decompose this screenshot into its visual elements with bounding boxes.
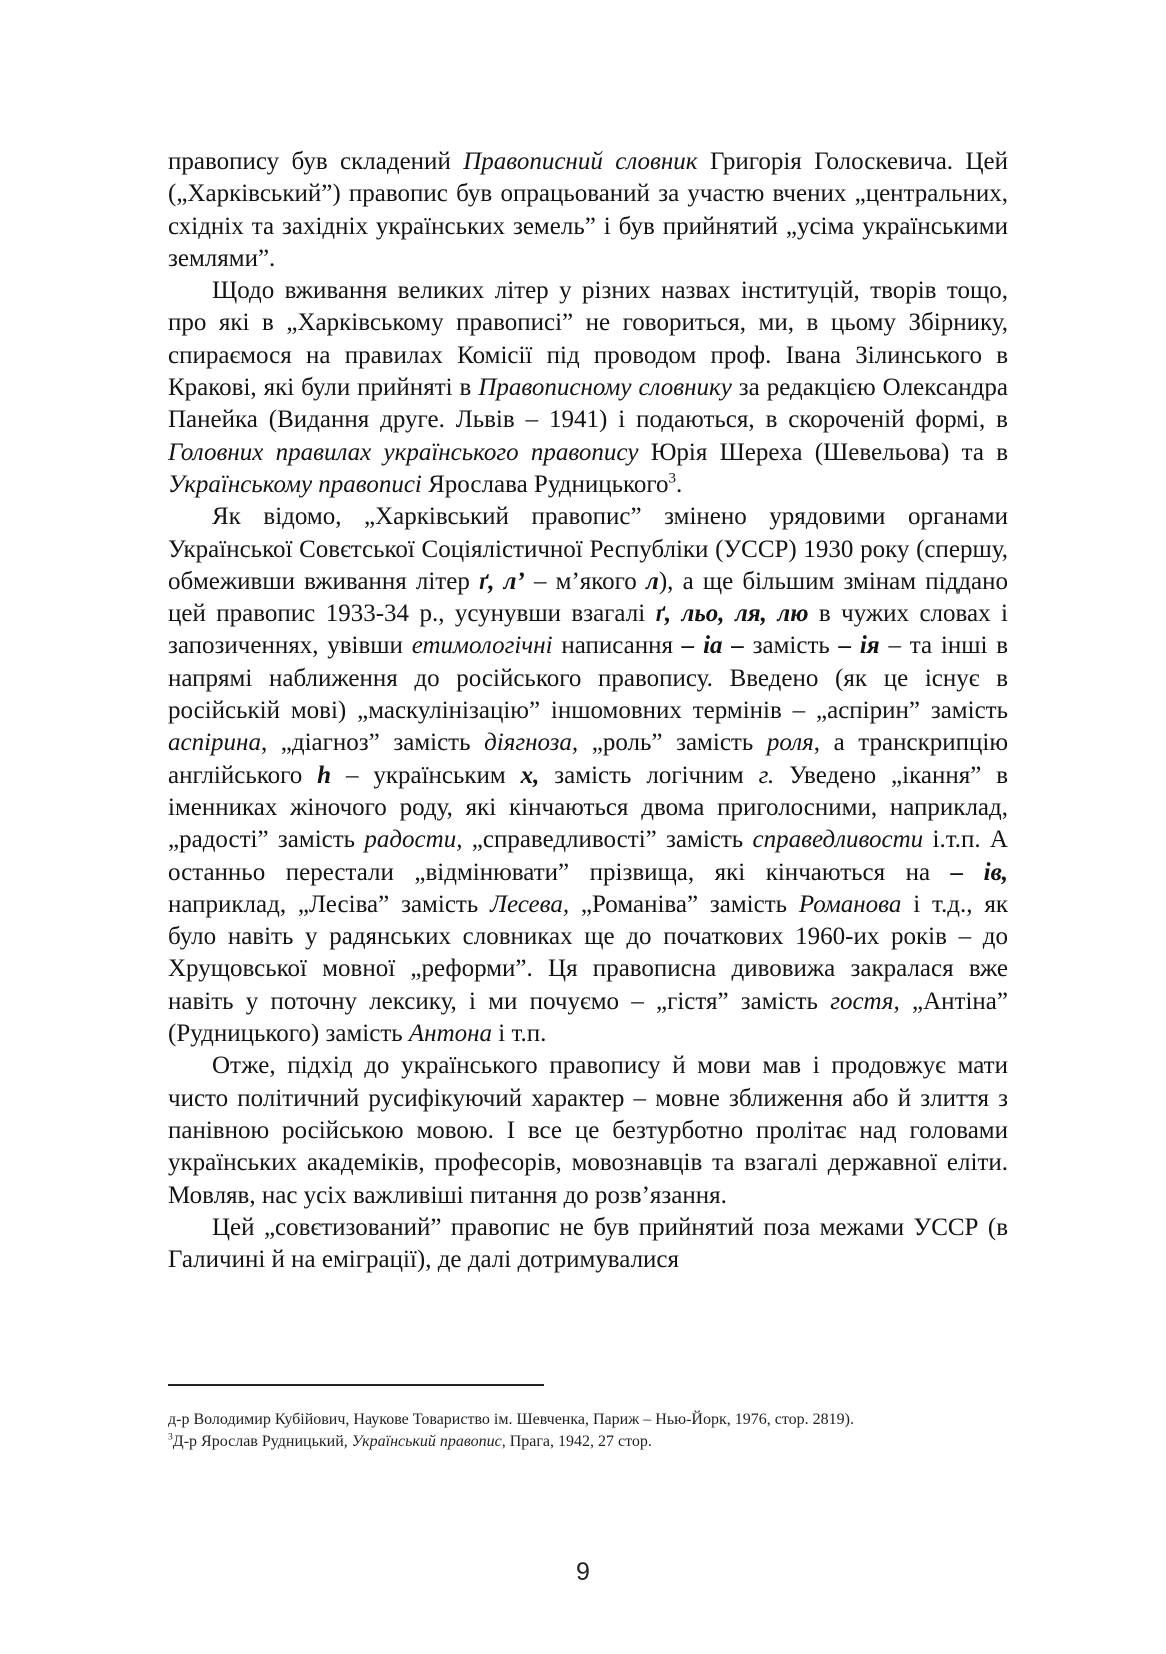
text-run: Як відомо, „Харківський правопис” змінено урядовими органами Української Совєтської Соціялістичної Республіки (УССР) 1930 року (спершу, обмеживши вживання літер xyxy=(168,503,1008,595)
footnote-marker: 3 xyxy=(168,1431,173,1443)
bold-italic-text: х, xyxy=(520,761,540,789)
text-run: за редакцією Олександра Панейка (Видання друге. Львів – 1941) і подаються, в скороченій формі, в xyxy=(168,374,1008,434)
italic-text: гостя, xyxy=(830,987,900,1015)
text-run: Григорія Голоскевича. Цей („Харківський”) правопис був опрацьований за участю вчених „центральних, східніх та західніх українських земель” і був прийнятий „усіма українськими землями”. xyxy=(168,148,1008,272)
body-text xyxy=(168,146,1008,1276)
text-run: Д-р Ярослав Рудницький, xyxy=(172,1433,352,1450)
text-run: „роль” замість xyxy=(578,729,767,757)
text-run: д-р Володимир Кубійович, Наукове Товариство ім. Шевченка, Париж – Нью-Йорк, 1976, стор. 2819). xyxy=(168,1411,854,1428)
text-run: написання xyxy=(552,632,682,660)
text-run: замість xyxy=(743,632,839,660)
bold-italic-text: – ія xyxy=(838,632,880,660)
text-run: „Романіва” замість xyxy=(569,890,799,918)
italic-text: аспірина xyxy=(168,729,261,757)
footnote-separator xyxy=(168,1384,544,1386)
italic-text: Лесева, xyxy=(490,890,570,918)
text-run: „справедливості” замість xyxy=(462,826,753,854)
text-run: , Прага, 1942, 27 стор. xyxy=(501,1433,652,1450)
italic-text: радости, xyxy=(364,826,463,854)
text-run: . xyxy=(676,470,683,498)
bold-italic-text: ґ, льо, ля, лю xyxy=(655,600,809,628)
footnote-1 xyxy=(168,1410,1008,1429)
italic-text: Українському правописі xyxy=(168,470,422,498)
text-run: Щодо вживання великих літер у різних назвах інституцій, творів тощо, про які в „Харківському правописі” не говориться, ми, в цьому Збірнику, спираємося на правилах Комісії під проводом проф. Івана Зілинського в Кракові, які були прийняті в xyxy=(168,277,1008,402)
italic-text: роля xyxy=(766,729,814,757)
italic-text: Антона xyxy=(408,1020,493,1048)
bold-italic-text: – ів, xyxy=(950,858,1008,886)
italic-text: справедливости xyxy=(752,826,924,854)
text-run: правопису був складений xyxy=(168,148,464,175)
text-run: „Антіна” (Рудницького) замість xyxy=(168,987,1008,1048)
paragraph-3 xyxy=(168,501,1008,1050)
bold-italic-text: – іа – xyxy=(681,632,744,660)
text-run: , а транскрипцію англійського xyxy=(168,729,1008,789)
text-run: і.т.п. А останньо перестали „відмінювати” прізвища, які кінчаються на xyxy=(168,826,1008,886)
text-run: замість логічним xyxy=(539,761,759,789)
paragraph-2 xyxy=(168,275,1008,501)
text-run: і т.п. xyxy=(492,1020,547,1048)
italic-text: Правописний словник xyxy=(463,148,698,175)
bold-italic-text: ґ, л’ xyxy=(479,567,525,595)
text-run: Уведено „ікання” в іменниках жіночого роду, які кінчаються двома приголосними, наприклад, „радості” замість xyxy=(168,761,1008,854)
footnote-3 xyxy=(168,1432,1008,1451)
text-run: наприклад, „Лесіва” замість xyxy=(168,890,491,918)
italic-text: Український правопис xyxy=(351,1433,502,1450)
italic-text: діягноза, xyxy=(484,729,579,757)
text-run: Отже, підхід до українського правопису й мови мав і продовжує мати чисто політичний русифікуючий характер – мовне зближення або й злиття з панівною російською мовою. І все це безтурботно пролітає над головами українських академіків, професорів, мовознавців та взагалі державної еліти. Мовляв, нас усіх важливіші питання до розв’язання. xyxy=(168,1052,1008,1209)
paragraph-4 xyxy=(168,1050,1008,1211)
text-run: в чужих словах і запозиченнях, увівши xyxy=(168,600,1008,660)
bold-italic-text: h xyxy=(317,761,332,789)
text-run: – м’якого xyxy=(524,567,646,595)
text-run: – та інші в напрямі наближення до російського правопису. Введено (як це існує в російській мові) „маскулінізацію” іншомовних термінів – „аспірин” замість xyxy=(168,632,1009,725)
italic-text: г. xyxy=(758,761,775,789)
italic-text: Романова xyxy=(798,890,902,918)
page-number: 9 xyxy=(576,1558,590,1586)
italic-text: Правописному словнику xyxy=(478,374,732,402)
footnotes xyxy=(168,1410,1008,1451)
bold-italic-text: л xyxy=(645,567,659,595)
paragraph-5 xyxy=(168,1212,1008,1277)
text-run: Цей „совєтизований” правопис не був прийнятий поза межами УССР (в Галичині й на еміграції), де далі дотримувалися xyxy=(168,1213,1008,1274)
italic-text: етимологічні xyxy=(411,632,553,660)
paragraph-1 xyxy=(168,146,1008,275)
text-run: ), а ще більшим змінам піддано цей правопис 1933-34 р., усунувши взагалі xyxy=(168,567,1009,628)
text-run: і т.д., як було навіть у радянських словниках ще до початкових 1960-их років – до Хрущовської мовної „реформи”. Ця правописна дивовижа закралася вже навіть у поточну лексику, і ми почуємо – „гістя” замість xyxy=(168,890,1008,1015)
italic-text: Головних правилах українського правопису xyxy=(168,438,639,466)
text-run: Ярослава Рудницького xyxy=(421,470,669,498)
text-run: Юрія Шереха (Шевельова) та в xyxy=(638,438,1008,466)
footnote-marker: 3 xyxy=(668,470,677,487)
text-run: , „діагноз” замість xyxy=(260,729,485,757)
text-run: – українським xyxy=(331,761,521,789)
